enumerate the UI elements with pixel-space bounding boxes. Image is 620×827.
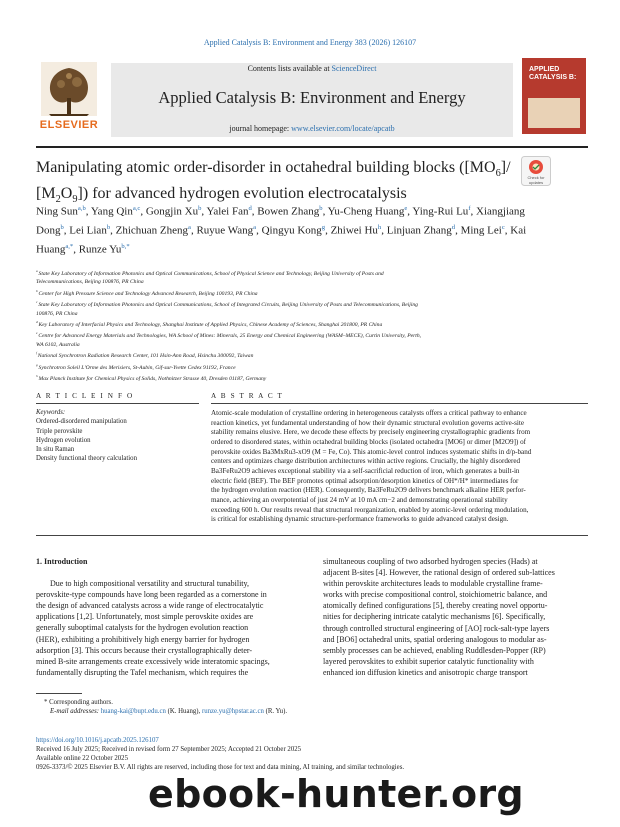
abstract-line: centers and optimizes charge distribution architectures within active regions. Crucially, the highly disordered	[211, 457, 521, 466]
author-name[interactable]: Kai Huang	[36, 224, 527, 256]
body-line: within perovskite architectures leads to modulable crystalline frame-	[323, 579, 543, 589]
intro-paragraph	[36, 578, 301, 678]
author-list: Ning Sun$^{a,b}$, Yang Qin$^{a,c}$, Gongjin Xu$^b$, Yalei Fan$^d$, Bowen Zhang$^b$, Yu-Cheng Huang$^e$, Ying-Rui Lu$^f$, Xiangjiang Dong$^b$, Lei Lian$^b$, Zhichuan Zheng$^a$, Ruyue Wang$^a$, Qingyu Kong$^g$, Zhiwei Hu$^h$, Linjuan Zhang$^d$, Ming Lei$^c$, Kai Huang$^{a,*}$, Runze $Yu^{b,*}$	[36, 205, 527, 256]
author-affiliation-marker[interactable]: b,*	[121, 243, 130, 251]
author-affiliation-marker[interactable]: f	[468, 205, 471, 212]
body-line: applications [1,2]. Unfortunately, most simple perovskite oxides are	[36, 612, 254, 622]
keywords-block	[36, 408, 199, 464]
author-name[interactable]: Ning Sun	[36, 205, 78, 218]
keyword: Ordered-disordered manipulation	[36, 418, 127, 426]
check-for-updates-label: Check for updates	[527, 175, 545, 185]
affiliation-line: $^g$ Synchrotron Soleil L'Orme des Merisiers, St-Aubin, Gif-sur-Yvette Cedex 91192, France	[36, 362, 236, 371]
author-name[interactable]: Bowen Zhang	[257, 205, 320, 218]
elsevier-wordmark: ELSEVIER	[39, 119, 99, 131]
abstract-line: stability remains elusive. Here, we decode these effects by precisely engineering crystallographic gradients from	[211, 428, 531, 437]
body-line: and [BO6] octahedral units, spatial ordering analogous to modular as-	[323, 634, 547, 644]
body-line: nities for deciphering intricate catalytic mechanisms [6]. Specifically,	[323, 612, 546, 622]
abstract-line: exceeding 600 h. Our results reveal that structural reorganization, enabled by atomic-level ordering modulation,	[211, 505, 529, 514]
affiliation-line: $^b$ Center for High Pressure Science and Technology Advanced Research, Beijing 100193, PR China	[36, 288, 258, 297]
body-line: adsorption [3]. This occurs because their crystallographically deter-	[36, 645, 253, 655]
body-line: simultaneous coupling of two adsorbed hydrogen species (Hads) at	[323, 557, 538, 566]
body-line: Due to high compositional versatility and structural tunability,	[50, 579, 249, 589]
author-name[interactable]: Linjuan Zhang	[386, 224, 452, 237]
author-affiliation-marker[interactable]: d	[248, 205, 252, 212]
journal-title: Applied Catalysis B: Environment and Energy	[158, 88, 466, 107]
keyword: Triple perovskite	[36, 427, 83, 435]
article-info-heading: A R T I C L E I N F O	[36, 392, 134, 400]
doi-link[interactable]: https://doi.org/10.1016/j.apcatb.2025.126107	[36, 737, 159, 744]
abstract-line: reaction kinetics, yet fundamental understanding of how their dynamic structural evolution governs active-site	[211, 418, 525, 427]
author-name[interactable]: Yang Qin	[90, 205, 133, 218]
cover-image	[528, 98, 580, 128]
check-for-updates-button[interactable]	[521, 156, 551, 186]
journal-citation-link[interactable]: Applied Catalysis B: Environment and Energy 383 (2026) 126107	[203, 38, 417, 47]
affiliation-line: Telecommunications, Beijing 100876, PR China	[36, 279, 144, 286]
author-affiliation-marker[interactable]: a	[253, 224, 257, 232]
body-line: sembly processes can be achieved, enabling Ruddlesden-Popper (RP)	[323, 645, 546, 655]
author-name[interactable]: Ruyue Wang	[196, 224, 254, 237]
section-heading: 1. Introduction	[36, 557, 88, 566]
abstract-line: ordered to disordered states, within octahedral building blocks (isolated octahedra [MO6] or dimer [M2O9]) of	[211, 437, 526, 446]
affiliation-line: $^d$ Key Laboratory of Interfacial Physics and Technology, Shanghai Institute of Applied Physics, Chinese Academy of Sciences, Shanghai 201800, PR China	[36, 320, 383, 328]
abstract-bottom-divider	[36, 535, 588, 536]
author-affiliation-marker[interactable]: a,*	[65, 243, 74, 251]
corresponding-authors: * Corresponding authors.	[44, 699, 113, 706]
author-affiliation-marker[interactable]: a	[188, 224, 191, 232]
author-affiliation-marker[interactable]: a,b	[77, 205, 86, 212]
publication-info	[36, 736, 404, 772]
abstract-divider	[211, 403, 588, 404]
author-affiliation-marker[interactable]: b	[106, 224, 111, 232]
keyword: Density functional theory calculation	[36, 455, 137, 463]
affiliations	[36, 267, 588, 383]
author-name[interactable]: Yu-Cheng Huang	[327, 205, 405, 218]
body-line: enhanced ion diffusion kinetics and anisotropic charge transport	[323, 667, 528, 677]
body-column-right	[323, 556, 588, 678]
author-name[interactable]: Qingyu Kong	[261, 224, 322, 237]
author-name[interactable]: Lei Lian	[69, 224, 107, 237]
email-link-huang[interactable]: huang-kai@bupt.edu.cn	[100, 708, 166, 715]
affiliation-line: $^a$ State Key Laboratory of Information Photonics and Optical Communications, School of Physical Science and Technology, Beijing University of Posts and	[36, 269, 384, 277]
author-name[interactable]: Xiangjiang Dong	[36, 205, 525, 237]
header-divider	[36, 146, 588, 148]
body-line: the design of advanced catalysts across a wide range of electrocatalytic	[36, 601, 264, 611]
body-line: perovskite-type compounds have long been regarded as a cornerstone in	[36, 590, 267, 600]
article-title: Manipulating atomic order-disorder in octahedral building blocks ($[MO_6]/$ $[M_2O_9]$) for advanced hydrogen evolution electrocatalysis	[36, 159, 511, 206]
author-affiliation-marker[interactable]: g	[321, 224, 326, 232]
abstract-line: perovskite oxides Ba3MxRu3-xO9 (M = Fe, Co). This atomic-level control induces systematic shifts in d/p-band	[211, 447, 532, 456]
affiliation-line: WA 6102, Australia	[36, 341, 80, 348]
abstract-text	[211, 409, 588, 525]
homepage-link[interactable]: www.elsevier.com/locate/apcatb	[291, 124, 395, 133]
available-online: Available online 22 October 2025	[36, 755, 128, 762]
author-name[interactable]: Zhiwei Hu	[330, 224, 378, 237]
body-line: through controlled structural engineering of [AO] rock-salt-type layers	[323, 623, 550, 633]
keywords-list	[36, 417, 199, 463]
abstract-heading: A B S T R A C T	[211, 392, 284, 400]
article-info-divider	[36, 403, 199, 404]
keywords-label: Keywords:	[36, 409, 66, 416]
abstract-line: is critical for establishing dynamic structure-performance frameworks to guide advanced catalyst design.	[211, 515, 509, 524]
copyright: 0926-3373/© 2025 Elsevier B.V. All rights are reserved, including those for text and data mining, AI training, and similar technologies.	[36, 764, 405, 771]
author-affiliation-marker[interactable]: h	[377, 224, 382, 232]
abstract-line: Atomic-scale modulation of crystalline ordering in heterogeneous catalysts offers a critical pathway to enhance	[211, 409, 527, 417]
elsevier-logo[interactable]	[37, 60, 101, 132]
cover-title: APPLIED CATALYSIS B:	[529, 66, 577, 81]
abstract-line: the hydrogen evolution reaction (HER). Consequently, Ba3FeRu2O9 delivers benchmark alkaline HER perfor-	[211, 486, 526, 495]
body-line: atomically defined configurations [5], thereby creating novel opportu-	[323, 601, 548, 611]
sciencedirect-link[interactable]: ScienceDirect	[331, 64, 377, 73]
keyword: Hydrogen evolution	[36, 436, 91, 444]
author-name[interactable]: Ming Lei	[460, 224, 502, 237]
affiliation-line: 100876, PR China	[36, 310, 78, 317]
body-line: generally suboptimal catalysts for the hydrogen evolution reaction	[36, 623, 249, 633]
author-name[interactable]: Zhichuan Zheng	[115, 224, 189, 237]
footnote	[36, 698, 287, 716]
footnote-divider	[36, 693, 82, 694]
journal-cover-thumbnail[interactable]	[522, 58, 586, 134]
abstract-line: Ba3FeRu2O9 achieves exceptional stability via a self-sacrificial reduction of iron, which generates a built-in	[211, 466, 520, 475]
affiliation-line: $^e$ Centre for Advanced Energy Materials and Technologies, WA School of Mines: Minerals, 25 Energy and Chemical Engineering (WASM–MECE), Curtin University, Perth,	[36, 331, 422, 340]
body-line: layered perovskites to exhibit superior catalytic functionality with	[323, 656, 534, 666]
email-line: E-mail addresses: huang-kai@bupt.edu.cn (K. Huang), runze.yu@hpstar.ac.cn (R. Yu).	[50, 708, 288, 715]
author-affiliation-marker[interactable]: b	[60, 224, 64, 232]
body-column-left	[36, 556, 301, 678]
author-name[interactable]: Yalei Fan	[206, 205, 249, 218]
author-name[interactable]: Runze Yu	[78, 243, 122, 256]
author-affiliation-marker[interactable]: b	[198, 205, 202, 212]
author-name[interactable]: Ying-Rui Lu	[412, 205, 469, 218]
email-link-yu[interactable]: runze.yu@hpstar.ac.cn	[201, 708, 264, 715]
body-line: (HER), exhibiting a prohibitively high energy barrier for hydrogen	[36, 634, 250, 644]
affiliation-line: $^c$ State Key Laboratory of Information Photonics and Optical Communications, School of Integrated Circuits, Beijing University of Posts and Telecommunications, Beijing	[36, 300, 418, 309]
watermark: ebook-hunter.org	[148, 772, 524, 816]
received-dates: Received 16 July 2025; Received in revised form 27 September 2025; Accepted 21 October 2025	[36, 746, 302, 753]
author-affiliation-marker[interactable]: a,c	[132, 205, 141, 212]
author-affiliation-marker[interactable]: b	[319, 205, 323, 212]
body-line: works with precise compositional control, stoichiometric balance, and	[323, 590, 548, 600]
journal-homepage: journal homepage: www.elsevier.com/locate/apcatb	[229, 124, 395, 133]
body-line: mined B-site arrangements create excessively wide interatomic spacings,	[36, 656, 270, 666]
author-affiliation-marker[interactable]: d	[451, 224, 456, 232]
keyword: In situ Raman	[36, 446, 75, 454]
body-line: fundamentally disrupting the Tafel mechanism, which requires the	[36, 667, 249, 677]
affiliation-line: $^h$ Max Planck Institute for Chemical Physics of Solids, Nothnitzer Strasse 40, Dresden 01187, Germany	[36, 374, 267, 382]
abstract-line: mance, achieving an overpotential of just 24 mV at 10 mA cm−2 and demonstrating operational stability	[211, 495, 508, 504]
author-name[interactable]: Gongjin Xu	[145, 205, 199, 218]
abstract-line: electric field (BEF). The BEF promotes optimal adsorption/desorption kinetics of OH*/H* intermediates for	[211, 476, 519, 485]
affiliation-line: $^f$ National Synchrotron Radiation Research Center, 101 Hsin-Ann Road, Hsinchu 300092, Taiwan	[36, 351, 254, 360]
body-line: adjacent B-sites [4]. However, the rational design of ordered sub-lattices	[323, 568, 555, 578]
author-affiliation-marker[interactable]: e	[404, 205, 408, 212]
author-affiliation-marker[interactable]: c	[501, 224, 505, 232]
contents-line: Contents lists available at ScienceDirect	[247, 64, 377, 73]
